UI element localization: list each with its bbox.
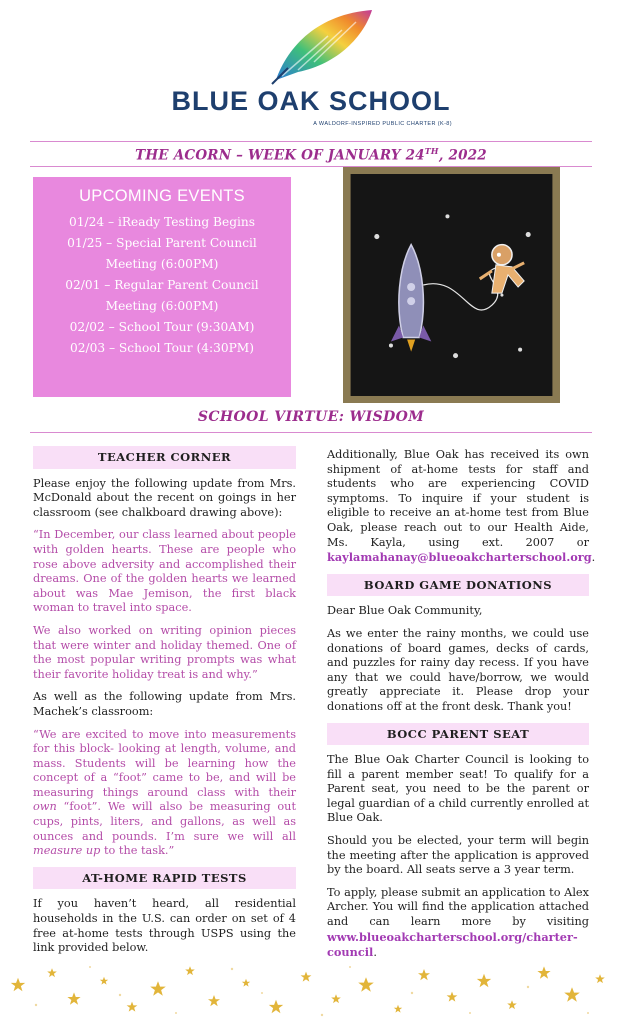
event-item: 01/24 – iReady Testing Begins bbox=[68, 215, 256, 229]
right-column bbox=[327, 448, 596, 969]
virtue-divider bbox=[30, 432, 592, 433]
board-games-greeting: Dear Blue Oak Community, bbox=[327, 604, 483, 618]
rapid-tests-paragraph-2: Additionally, Blue Oak has received its own shipment of at-home tests for staff and students who are experiencing COVID symptoms. To inquire if your student is eligible to receive an at-home test from Blue Oak, please reach out to our Health Aide, Ms. Kayla, using ext. 2007 or kaylamahanay@blueoakcharterschool.org. bbox=[327, 448, 596, 565]
bocc-heading: BOCC PARENT SEAT bbox=[327, 723, 589, 746]
mcdonald-quote-2: We also worked on writing opinion pieces that were winter and holiday themed. One of the most popular writing prompts was what their favorite holiday treat is and why.” bbox=[33, 623, 296, 681]
events-heading: UPCOMING EVENTS bbox=[79, 187, 245, 205]
bocc-paragraph-1: The Blue Oak Charter Council is looking to fill a parent member seat! To qualify for a Parent seat, you need to be the parent or legal guardian of a child currently enrolled at Blue Oak. bbox=[327, 753, 589, 825]
feather-logo-icon bbox=[268, 6, 378, 86]
header-divider bbox=[30, 141, 592, 142]
charter-council-link[interactable]: www.blueoakcharterschool.org/charter-council bbox=[327, 929, 578, 960]
bocc-paragraph-3: To apply, please submit an application to Alex Archer. You will find the application attached and can learn more by visiting www.blueoakcharterschool.org/charter-council. bbox=[327, 885, 589, 960]
health-aide-email-link[interactable]: kaylamahanay@blueoakcharterschool.org bbox=[327, 550, 592, 565]
school-name: BLUE OAK SCHOOL bbox=[171, 86, 451, 116]
board-games-body: As we enter the rainy months, we could use donations of board games, decks of cards, and puzzles for rainy day recess. If you have any that we could have/borrow, we would greatly appreciate it. Please drop your donations off at the front desk. Thank you! bbox=[327, 626, 589, 713]
upcoming-events-box bbox=[33, 177, 291, 397]
rapid-tests-heading: AT-HOME RAPID TESTS bbox=[33, 867, 296, 890]
school-tagline: A WALDORF-INSPIRED PUBLIC CHARTER (K-8) bbox=[313, 121, 452, 127]
event-item: 02/01 – Regular Parent Council Meeting (6:00PM) bbox=[65, 278, 259, 313]
rapid-tests-paragraph-1: If you haven’t heard, all residential households in the U.S. can order on set of 4 free at-home tests through USPS using the link provided below. bbox=[33, 897, 296, 955]
machek-intro: As well as the following update from Mrs. Machek’s classroom: bbox=[33, 690, 296, 718]
left-column bbox=[33, 446, 296, 964]
teacher-intro: Please enjoy the following update from Mrs. McDonald about the recent on goings in her classroom (see chalkboard drawing above): bbox=[33, 476, 296, 519]
school-virtue: SCHOOL VIRTUE: WISDOM bbox=[197, 409, 425, 425]
rocket-astronaut-drawing-icon bbox=[350, 174, 553, 396]
machek-quote: “We are excited to move into measurements for this block- looking at length, volume, and mass. Students will be learning how the concept of a “foot” came to be, and will be measuring things around class with their own “foot”. We will also be measuring out cups, pints, liters, and gallons, as well as ounces and pounds. I’m sure we will all measure up to the task.” bbox=[33, 727, 296, 858]
teacher-corner-heading: TEACHER CORNER bbox=[33, 446, 296, 469]
gold-stars-decoration-icon bbox=[0, 955, 622, 1024]
bocc-paragraph-2: Should you be elected, your term will begin the meeting after the application is approved by the board. All seats serve a 3 year term. bbox=[327, 834, 589, 877]
event-item: 02/03 – School Tour (4:30PM) bbox=[69, 341, 255, 355]
mcdonald-quote-1: “In December, our class learned about people with golden hearts. These are people who rose above adversity and accomplished their dreams. One of the golden hearts we learned about was Mae Jemison, the first black woman to travel into space. bbox=[33, 528, 296, 615]
event-item: 01/25 – Special Parent Council Meeting (6:00PM) bbox=[67, 236, 257, 271]
board-games-heading: BOARD GAME DONATIONS bbox=[327, 574, 589, 597]
issue-title: THE ACORN – WEEK OF JANUARY 24TH, 2022 bbox=[135, 146, 487, 164]
chalkboard-drawing bbox=[343, 167, 560, 403]
event-item: 02/02 – School Tour (9:30AM) bbox=[69, 320, 255, 334]
